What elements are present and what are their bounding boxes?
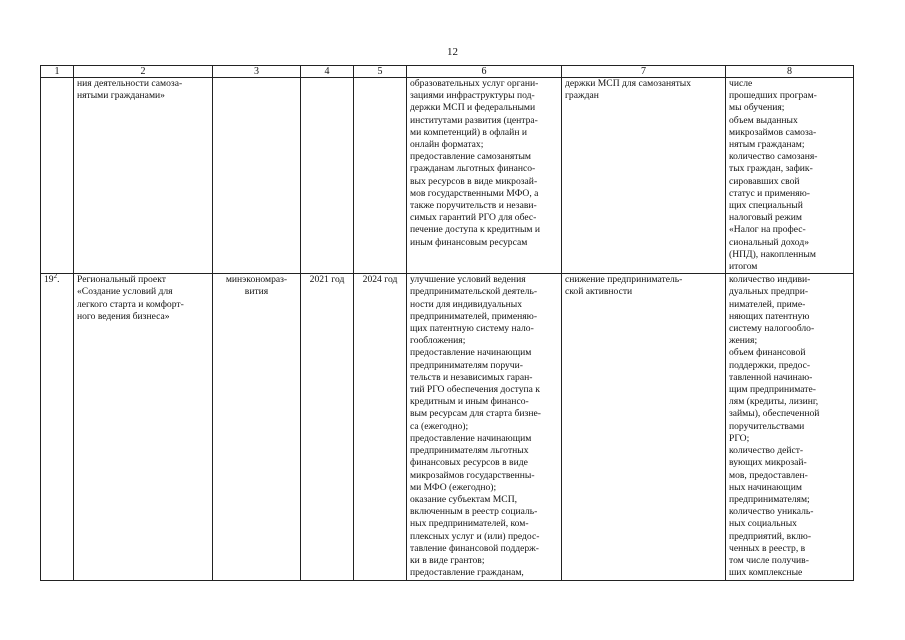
- column-number: 3: [213, 66, 301, 78]
- measure-name-cell: ния деятельности самоза- нятыми гражданами»: [74, 78, 213, 274]
- expected-result-cell: образовательных услуг органи- зациями инфраструктуры под- держки МСП и федеральными институтами развития (центра- ми компетенций) в офлайн и онлайн форматах; предоставление самозанятым гражданам льготных финансо- вых ресурсов в виде микрозай- мов государственными МФО, а также поручительств и незави- симых гарантий РГО для обес- печение доступа к кредитным и иным финансовым ресурсам: [407, 78, 562, 274]
- program-table: [40, 65, 854, 581]
- table-row: [41, 78, 854, 274]
- column-number: 4: [301, 66, 354, 78]
- column-number: 7: [562, 66, 726, 78]
- row-number-cell: $19^2$.: [41, 274, 74, 581]
- column-number: 1: [41, 66, 74, 78]
- row-number-superscript: 2: [53, 273, 58, 281]
- measure-name-cell: Региональный проект «Создание условий для легкого старта и комфорт- ного ведения бизнеса»: [74, 274, 213, 581]
- table-row: [41, 274, 854, 581]
- expected-result-cell: улучшение условий ведения предпринимательской деятель- ности для индивидуальных предпринимателей, применяю- щих патентную систему нало- гообложения; предоставление начинающим предпринимателям поручи- тельств и независимых гаран- тий РГО обеспечения доступа к кредитным и иным финансо- вым ресурсам для старта бизне- са (ежегодно); предоставление начинающим предпринимателям льготных финансовых ресурсов в виде микрозаймов государственны- ми МФО (ежегодно); оказание субъектам МСП, включенным в реестр социаль- ных предпринимателей, ком- плексных услуг и (или) предос- тавление финансовой поддерж- ки в виде грантов; предоставление гражданам,: [407, 274, 562, 581]
- column-number: 6: [407, 66, 562, 78]
- executor-cell: минэкономраз- вития: [213, 274, 301, 581]
- row-number-cell: [41, 78, 74, 274]
- consequence-cell: держки МСП для самозанятых граждан: [562, 78, 726, 274]
- row-number: 19: [44, 274, 54, 286]
- column-number: 5: [354, 66, 407, 78]
- start-year-cell: 2021 год: [301, 274, 354, 581]
- column-number: 2: [74, 66, 213, 78]
- end-year-cell: 2024 год: [354, 274, 407, 581]
- column-number: 8: [726, 66, 854, 78]
- indicator-cell: числе прошедших програм- мы обучения; объем выданных микрозаймов самоза- нятым гражданам; количество самозаня- тых граждан, зафик- сировавших свой статус и применяю- щих специальный налоговый режим «Налог на профес- сиональный доход» (НПД), накопленным итогом: [726, 78, 854, 274]
- end-year-cell: [354, 78, 407, 274]
- consequence-cell: снижение предприниматель- ской активности: [562, 274, 726, 581]
- start-year-cell: [301, 78, 354, 274]
- page-number: 12: [447, 46, 458, 58]
- indicator-cell: количество индиви- дуальных предпри- нимателей, приме- няющих патентную систему налогообло- жения; объем финансовой поддержки, предос- тавленной начинаю- щим предпринимате- лям (кредиты, лизинг, займы), обеспеченной поручительствами РГО; количество дейст- вующих микрозай- мов, предоставлен- ных начинающим предпринимателям; количество уникаль- ных социальных предприятий, вклю- ченных в реестр, в том числе получив- ших комплексные: [726, 274, 854, 581]
- header-row: [41, 66, 854, 78]
- executor-cell: [213, 78, 301, 274]
